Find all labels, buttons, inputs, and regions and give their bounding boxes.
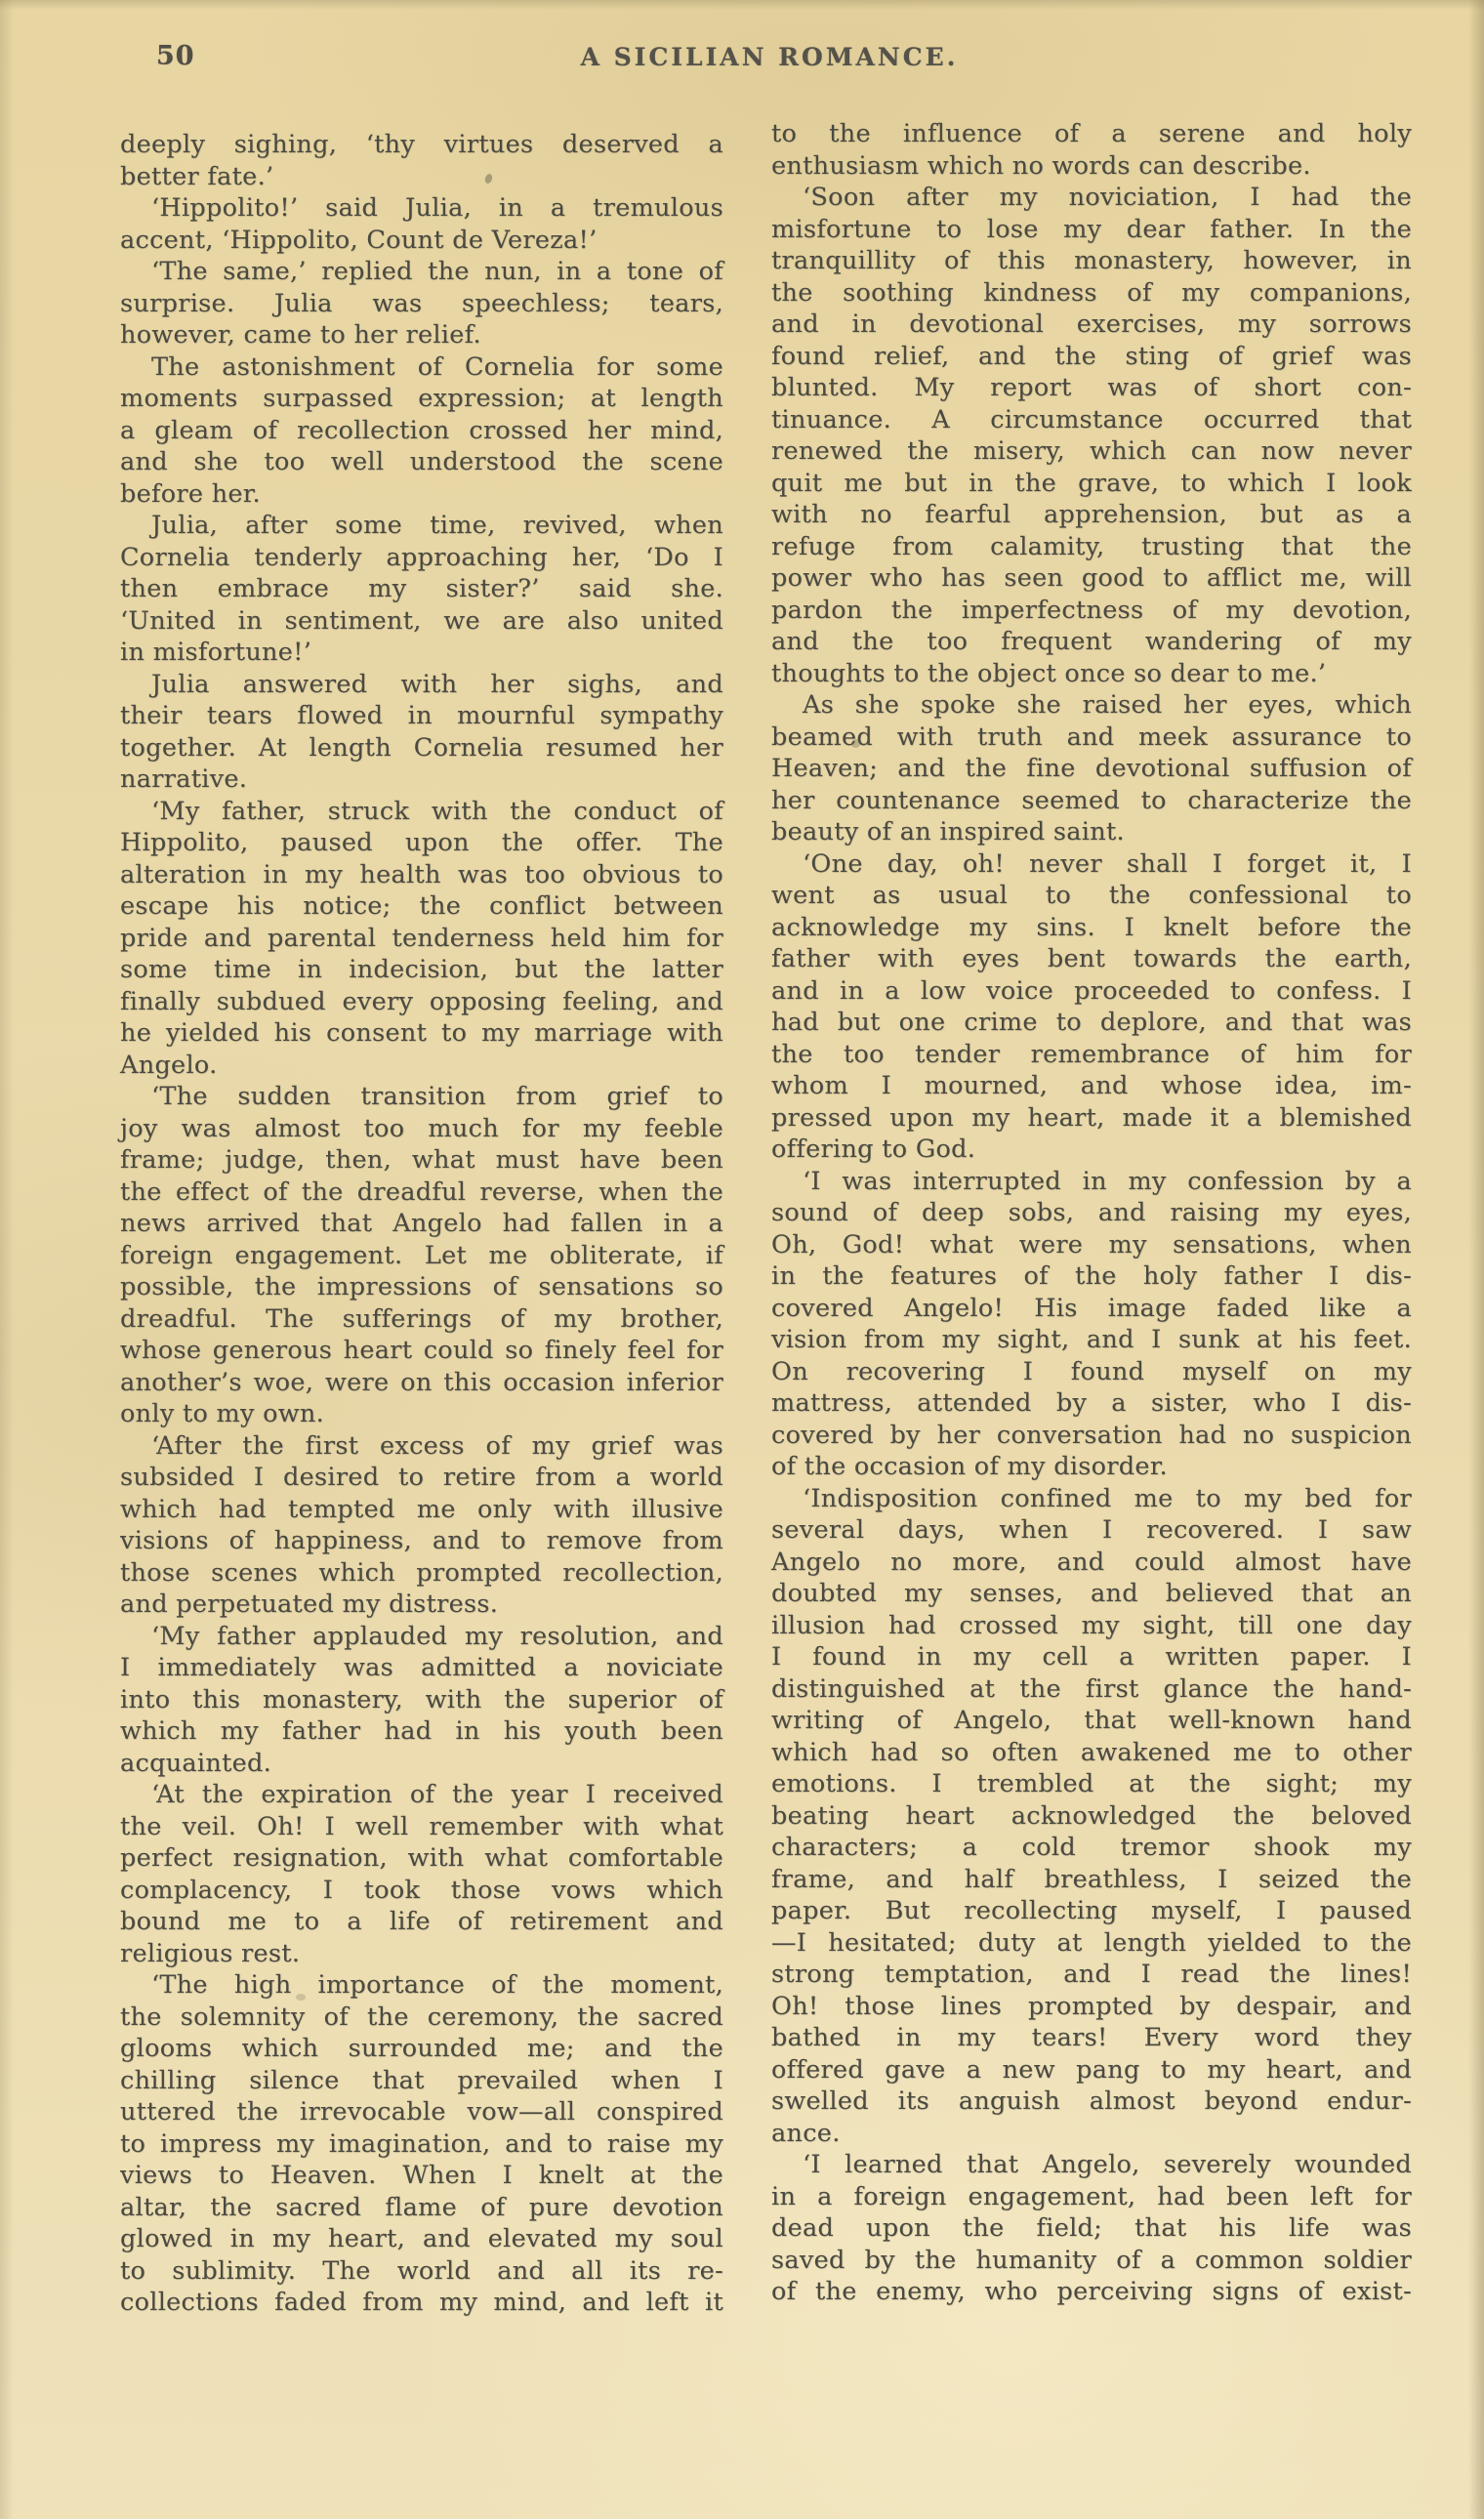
text-line: the effect of the dreadful reverse, when the: [120, 1177, 723, 1207]
text-line: Hippolito, paused upon the offer. The: [120, 828, 723, 857]
text-line: frame; judge, then, what must have been: [120, 1145, 723, 1175]
text-line: misfortune to lose my dear father. In the: [771, 214, 1412, 244]
text-line: alteration in my health was too obvious to: [120, 859, 723, 889]
text-line: ‘My father, struck with the conduct of: [151, 796, 723, 826]
text-line: found relief, and the sting of grief was: [771, 341, 1412, 371]
text-line: which had tempted me only with illusive: [120, 1494, 723, 1524]
text-line: her countenance seemed to characterize the: [771, 785, 1412, 815]
text-line: vision from my sight, and I sunk at his feet.: [771, 1325, 1412, 1354]
text-line: ‘At the expiration of the year I received: [151, 1780, 723, 1809]
text-line: ‘The same,’ replied the nun, in a tone of: [151, 257, 723, 286]
text-line: several days, when I recovered. I saw: [771, 1515, 1412, 1545]
text-line: Oh! those lines prompted by despair, and: [771, 1991, 1412, 2021]
text-line: sound of deep sobs, and raising my eyes,: [771, 1198, 1412, 1227]
text-line: the soothing kindness of my companions,: [771, 277, 1412, 308]
text-line: altar, the sacred flame of pure devotion: [120, 2192, 723, 2222]
text-line: offering to God.: [771, 1135, 976, 1164]
text-line: had but one crime to deplore, and that was: [771, 1008, 1412, 1037]
text-line: then embrace my sister?’ said she.: [120, 574, 723, 603]
text-line: ‘Indisposition confined me to my bed for: [803, 1483, 1412, 1513]
text-line: enthusiasm which no words can describe.: [771, 150, 1311, 181]
text-line: however, came to her relief.: [120, 320, 481, 350]
text-line: tinuance. A circumstance occurred that: [771, 404, 1412, 434]
text-line: together. At length Cornelia resumed her: [120, 732, 723, 763]
text-line: refuge from calamity, trusting that the: [771, 531, 1412, 561]
text-line: possible, the impressions of sensations so: [120, 1272, 723, 1301]
text-line: thoughts to the object once so dear to me.’: [771, 658, 1327, 688]
text-line: in the features of the holy father I dis-: [771, 1261, 1412, 1291]
text-line: acquainted.: [120, 1748, 272, 1778]
text-line: renewed the misery, which can now never: [771, 436, 1412, 466]
text-line: bound me to a life of retirement and: [120, 1907, 723, 1936]
text-line: he yielded his consent to my marriage with: [120, 1018, 723, 1048]
text-line: Oh, God! what were my sensations, when: [771, 1229, 1412, 1260]
ink-speck: [851, 739, 860, 748]
text-line: Julia answered with her sighs, and: [151, 669, 723, 699]
text-line: to sublimity. The world and all its re-: [120, 2255, 723, 2286]
text-line: and in devotional exercises, my sorrows: [771, 310, 1412, 339]
text-line: deeply sighing, ‘thy virtues deserved a: [120, 130, 723, 159]
text-line: only to my own.: [120, 1399, 325, 1428]
text-line: in a foreign engagement, had been left for: [771, 2181, 1412, 2211]
text-line: chilling silence that prevailed when I: [120, 2065, 723, 2095]
text-line: ‘I was interrupted in my confession by a: [803, 1166, 1412, 1196]
text-line: Heaven; and the fine devotional suffusion of: [771, 754, 1412, 783]
text-line: surprise. Julia was speechless; tears,: [120, 288, 723, 318]
text-line: acknowledge my sins. I knelt before the: [771, 912, 1412, 942]
text-line: quit me but in the grave, to which I look: [771, 468, 1412, 498]
text-line: I found in my cell a written paper. I: [771, 1642, 1412, 1672]
text-line: their tears flowed in mournful sympathy: [120, 701, 723, 730]
text-line: which my father had in his youth been: [120, 1716, 723, 1746]
text-line: On recovering I found myself on my: [771, 1356, 1412, 1386]
text-line: saved by the humanity of a common soldier: [771, 2245, 1412, 2275]
text-line: swelled its anguish almost beyond endur-: [771, 2086, 1412, 2116]
text-line: Angelo.: [120, 1050, 218, 1080]
text-line: pride and parental tenderness held him for: [120, 923, 723, 953]
text-line: better fate.’: [120, 161, 274, 191]
text-line: covered by her conversation had no suspicion: [771, 1420, 1412, 1450]
text-column-left: [120, 129, 723, 2319]
text-line: frame, and half breathless, I seized the: [771, 1864, 1412, 1894]
text-line: The astonishment of Cornelia for some: [151, 351, 723, 382]
text-line: ‘My father applauded my resolution, and: [151, 1621, 723, 1651]
text-line: finally subdued every opposing feeling, and: [120, 986, 723, 1016]
text-line: paper. But recollecting myself, I paused: [771, 1896, 1412, 1925]
running-title: A SICILIAN ROMANCE.: [580, 43, 959, 71]
text-line: characters; a cold tremor shook my: [771, 1833, 1412, 1862]
text-line: beauty of an inspired saint.: [771, 817, 1125, 847]
text-line: Julia, after some time, revived, when: [151, 511, 723, 540]
text-line: distinguished at the first glance the hand-: [771, 1673, 1412, 1704]
text-line: ‘The sudden transition from grief to: [151, 1082, 723, 1111]
text-line: went as usual to the confessional to: [771, 881, 1412, 910]
text-line: —I hesitated; duty at length yielded to the: [771, 1927, 1412, 1958]
text-line: views to Heaven. When I knelt at the: [120, 2161, 723, 2190]
ink-speck: [296, 1994, 306, 2001]
text-line: whom I mourned, and whose idea, im-: [771, 1071, 1412, 1100]
text-line: visions of happiness, and to remove from: [120, 1526, 723, 1555]
text-line: ‘I learned that Angelo, severely wounded: [803, 2150, 1412, 2179]
text-line: those scenes which prompted recollection,: [120, 1557, 723, 1588]
text-line: ‘One day, oh! never shall I forget it, I: [803, 848, 1412, 879]
text-line: escape his notice; the conflict between: [120, 891, 723, 921]
text-line: ance.: [771, 2118, 841, 2148]
text-line: the too tender remembrance of him for: [771, 1039, 1412, 1069]
text-line: the solemnity of the ceremony, the sacred: [120, 2002, 723, 2032]
text-line: accent, ‘Hippolito, Count de Vereza!’: [120, 225, 598, 255]
text-line: before her.: [120, 478, 261, 509]
text-line: beating heart acknowledged the beloved: [771, 1800, 1412, 1831]
text-line: of the enemy, who perceiving signs of exist-: [771, 2277, 1412, 2306]
text-line: ‘After the first excess of my grief was: [151, 1430, 723, 1461]
text-line: pardon the imperfectness of my devotion,: [771, 595, 1412, 625]
text-line: offered gave a new pang to my heart, and: [771, 2054, 1412, 2085]
text-line: dreadful. The sufferings of my brother,: [120, 1303, 723, 1334]
text-line: news arrived that Angelo had fallen in a: [120, 1209, 723, 1238]
text-line: some time in indecision, but the latter: [120, 955, 723, 984]
text-line: narrative.: [120, 764, 248, 794]
text-line: glowed in my heart, and elevated my soul: [120, 2224, 723, 2253]
text-line: into this monastery, with the superior of: [120, 1684, 723, 1714]
text-line: and the too frequent wandering of my: [771, 627, 1412, 656]
text-line: collections faded from my mind, and left it: [120, 2288, 723, 2317]
text-line: which had so often awakened me to other: [771, 1737, 1412, 1767]
text-line: dead upon the field; that his life was: [771, 2213, 1412, 2243]
text-line: subsided I desired to retire from a world: [120, 1463, 723, 1492]
text-line: to impress my imagination, and to raise my: [120, 2128, 723, 2159]
text-line: whose generous heart could so finely feel for: [120, 1336, 723, 1365]
text-line: perfect resignation, with what comfortable: [120, 1843, 723, 1873]
text-line: writing of Angelo, that well-known hand: [771, 1706, 1412, 1735]
text-line: and in a low voice proceeded to confess. I: [771, 975, 1412, 1006]
text-line: tranquillity of this monastery, however, in: [771, 246, 1412, 275]
text-line: Cornelia tenderly approaching her, ‘Do I: [120, 542, 723, 572]
text-line: strong temptation, and I read the lines!: [771, 1960, 1412, 1989]
page-number: 50: [156, 41, 195, 71]
text-line: and she too well understood the scene: [120, 447, 723, 476]
text-line: another’s woe, were on this occasion inferior: [120, 1367, 723, 1397]
text-line: blunted. My report was of short con-: [771, 373, 1412, 402]
text-line: religious rest.: [120, 1938, 301, 1968]
text-line: to the influence of a serene and holy: [771, 119, 1412, 148]
text-line: beamed with truth and meek assurance to: [771, 722, 1412, 752]
text-line: glooms which surrounded me; and the: [120, 2034, 723, 2063]
text-line: joy was almost too much for my feeble: [120, 1113, 723, 1143]
text-line: I immediately was admitted a noviciate: [120, 1653, 723, 1682]
text-line: mattress, attended by a sister, who I dis-: [771, 1388, 1412, 1418]
text-line: complacency, I took those vows which: [120, 1875, 723, 1905]
text-line: power who has seen good to afflict me, will: [771, 563, 1412, 593]
text-line: in misfortune!’: [120, 638, 312, 667]
text-line: illusion had crossed my sight, till one day: [771, 1610, 1412, 1640]
text-line: covered Angelo! His image faded like a: [771, 1293, 1412, 1323]
text-line: pressed upon my heart, made it a blemished: [771, 1102, 1412, 1133]
text-line: with no fearful apprehension, but as a: [771, 500, 1412, 529]
text-line: moments surpassed expression; at length: [120, 384, 723, 413]
text-line: ‘Hippolito!’ said Julia, in a tremulous: [151, 193, 723, 223]
text-line: foreign engagement. Let me obliterate, if: [120, 1240, 723, 1270]
text-line: of the occasion of my disorder.: [771, 1452, 1168, 1481]
text-line: bathed in my tears! Every word they: [771, 2023, 1412, 2052]
text-line: the veil. Oh! I well remember with what: [120, 1811, 723, 1841]
text-line: ‘United in sentiment, we are also united: [120, 605, 723, 636]
text-line: uttered the irrevocable vow—all conspired: [120, 2097, 723, 2127]
text-line: ‘Soon after my noviciation, I had the: [803, 183, 1412, 212]
text-line: Angelo no more, and could almost have: [771, 1547, 1412, 1577]
text-line: father with eyes bent towards the earth,: [771, 944, 1412, 973]
text-line: ‘The high importance of the moment,: [151, 1970, 723, 2000]
text-line: emotions. I trembled at the sight; my: [771, 1769, 1412, 1798]
text-line: As she spoke she raised her eyes, which: [803, 690, 1412, 720]
text-line: doubted my senses, and believed that an: [771, 1579, 1412, 1608]
text-line: a gleam of recollection crossed her mind,: [120, 415, 723, 445]
text-line: and perpetuated my distress.: [120, 1590, 499, 1619]
text-column-right: [771, 118, 1412, 2308]
